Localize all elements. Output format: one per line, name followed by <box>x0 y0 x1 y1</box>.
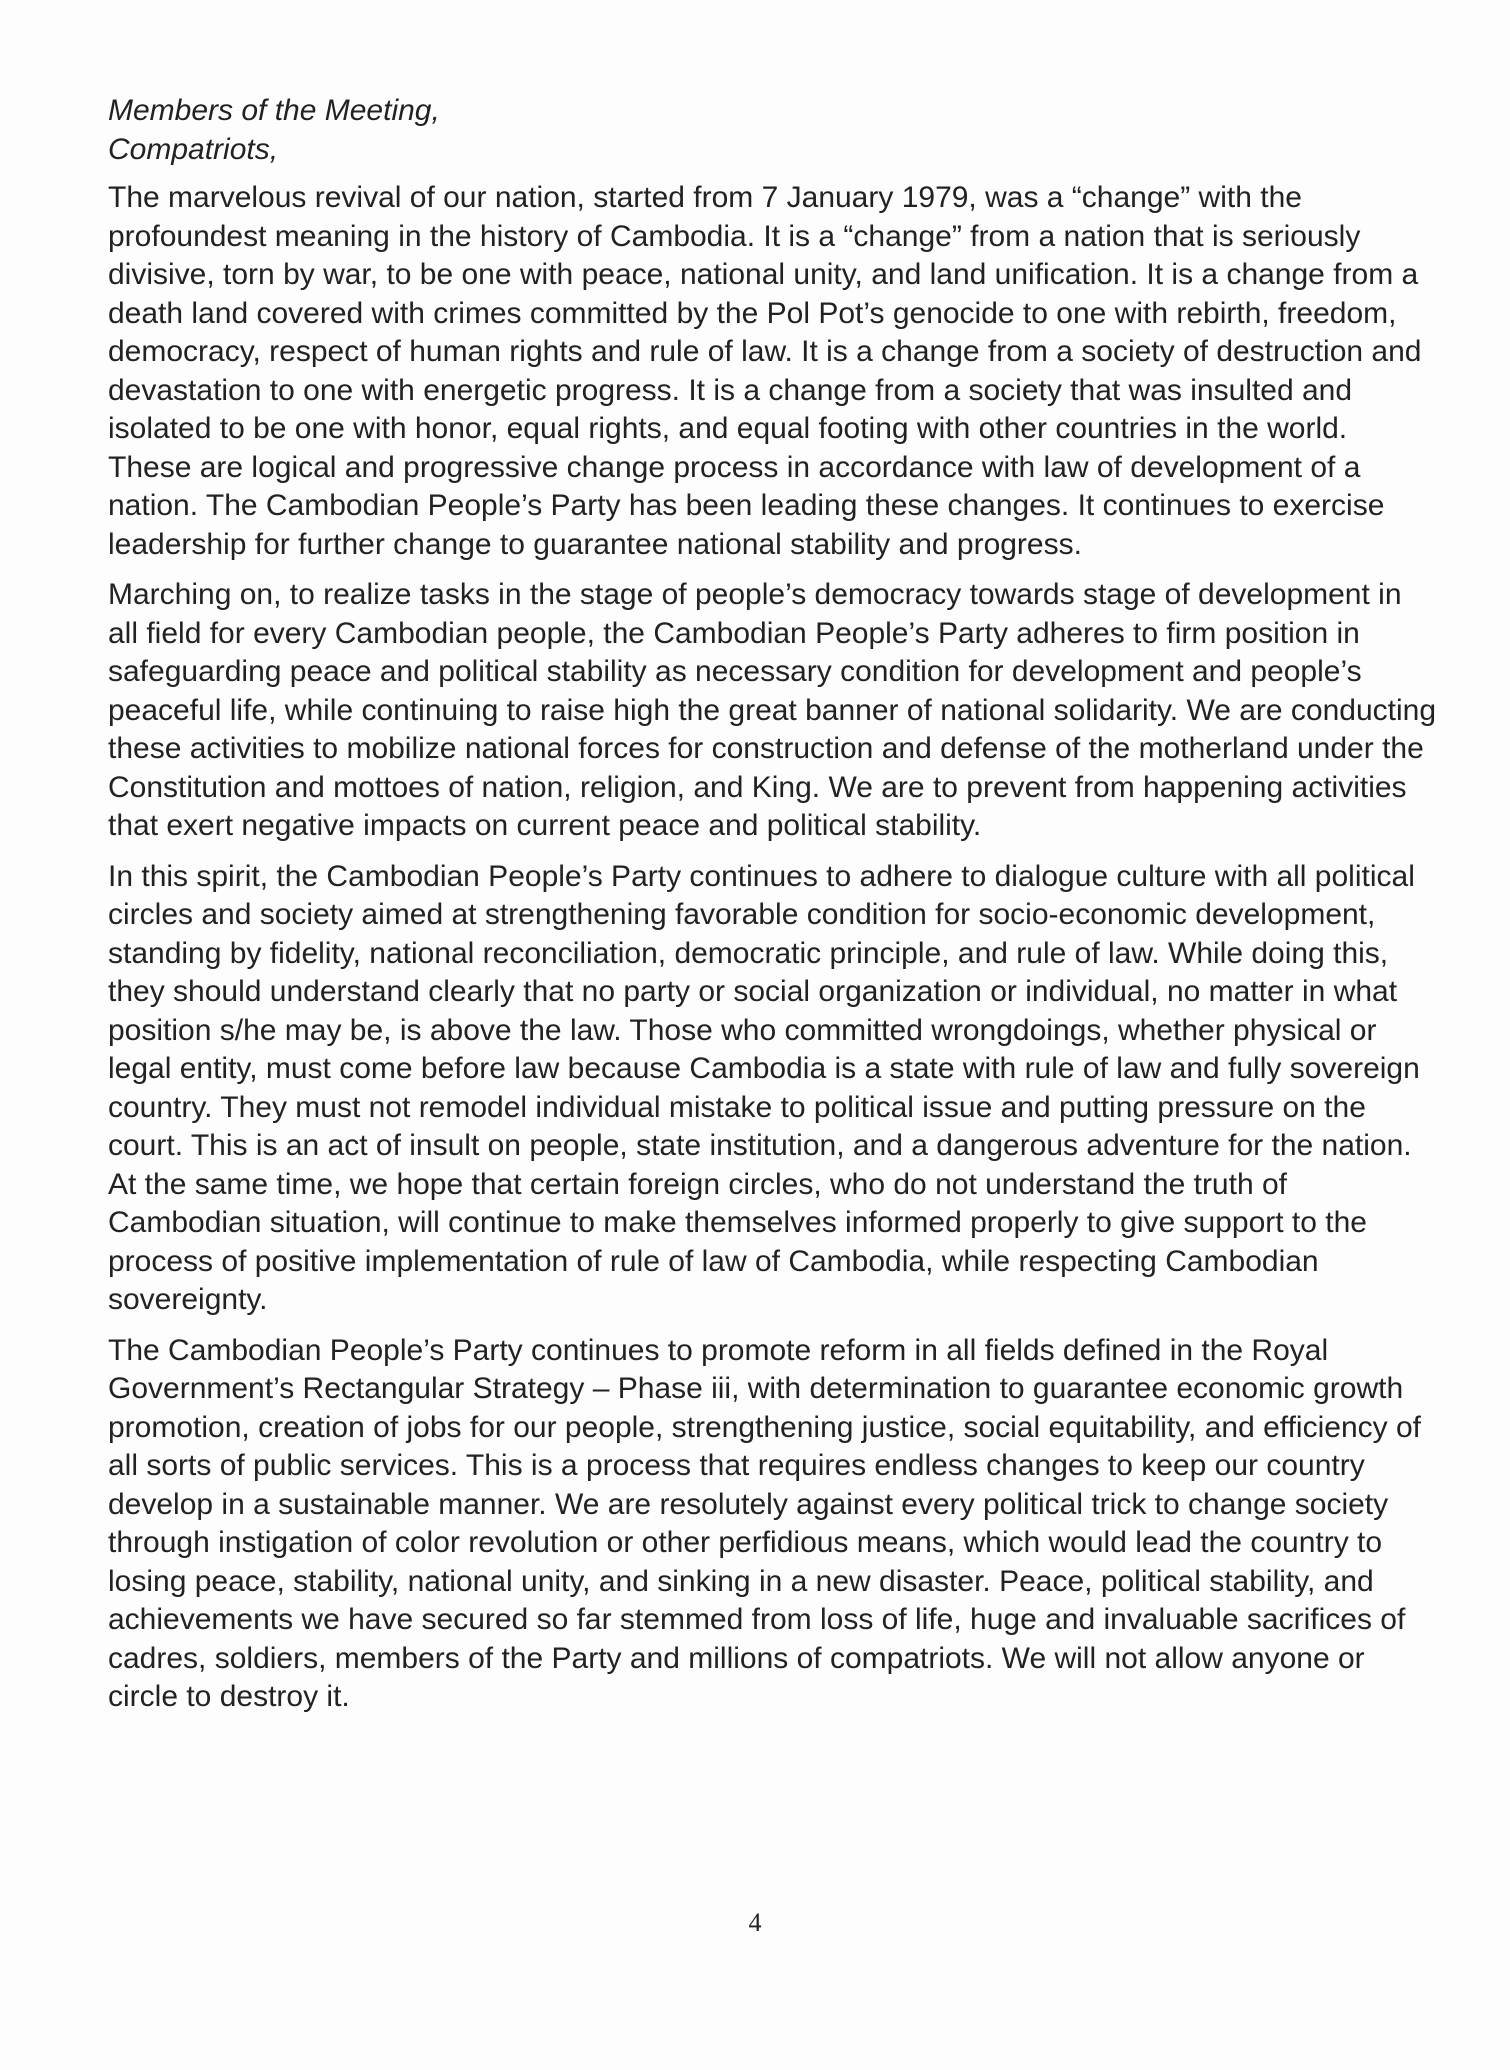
paragraph-dialogue-culture: In this spirit, the Cambodian People’s Party continues to adhere to dialogue culture with all political circles and society aimed at strengthening favorable condition for socio-economic development, standing by fidelity, national reconciliation, democratic principle, and rule of law. While doing this, they should understand clearly that no party or social organization or individual, no matter in what position s/he may be, is above the law. Those who committed wrongdoings, whether physical or legal entity, must come before law because Cambodia is a state with rule of law and fully sovereign country. They must not remodel individual mistake to political issue and putting pressure on the court. This is an act of insult on people, state institution, and a dangerous adventure for the nation. At the same time, we hope that certain foreign circles, who do not understand the truth of Cambodian situation, will continue to make themselves informed properly to give support to the process of positive implementation of rule of law of Cambodia, while respecting Cambodian sovereignty. <box>108 859 1420 1316</box>
paragraph-marching-on: Marching on, to realize tasks in the stage of people’s democracy towards stage of development in all field for every Cambodian people, the Cambodian People’s Party adheres to firm position in safeguarding peace and political stability as necessary condition for development and people’s peaceful life, while continuing to raise high the great banner of national solidarity. We are conducting these activities to mobilize national forces for construction and defense of the motherland under the Constitution and mottoes of nation, religion, and King. We are to prevent from happening activities that exert negative impacts on current peace and political stability. <box>108 578 1437 842</box>
page-number: 4 <box>748 1908 762 1937</box>
salutation-line-members: Members of the Meeting, <box>108 94 440 127</box>
paragraph-revival: The marvelous revival of our nation, started from 7 January 1979, was a “change” with the profoundest meaning in the history of Cambodia. It is a “change” from a nation that is seriously divisive, torn by war, to be one with peace, national unity, and land unification. It is a change from a death land covered with crimes committed by the Pol Pot’s genocide to one with rebirth, freedom, democracy, respect of human rights and rule of law. It is a change from a society of destruction and devastation to one with energetic progress. It is a change from a society that was insulted and isolated to be one with honor, equal rights, and equal footing with other countries in the world. These are logical and progressive change process in accordance with law of development of a nation. The Cambodian People’s Party has been leading these changes. It continues to exercise leadership for further change to guarantee national stability and progress. <box>108 181 1422 561</box>
salutation-line-compatriots: Compatriots, <box>108 132 279 166</box>
salutation <box>108 92 1438 169</box>
paragraph-reform: The Cambodian People’s Party continues to promote reform in all fields defined in the Royal Government’s Rectangular Strategy – Phase iii, with determination to guarantee economic growth promotion, creation of jobs for our people, strengthening justice, social equitability, and efficiency of all sorts of public services. This is a process that requires endless changes to keep our country develop in a sustainable manner. We are resolutely against every political trick to change society through instigation of color revolution or other perfidious means, which would lead the country to losing peace, stability, national unity, and sinking in a new disaster. Peace, political stability, and achievements we have secured so far stemmed from loss of life, huge and invaluable sacrifices of cadres, soldiers, members of the Party and millions of compatriots. We will not allow anyone or circle to destroy it. <box>108 1333 1421 1713</box>
document-body <box>108 92 1438 1729</box>
